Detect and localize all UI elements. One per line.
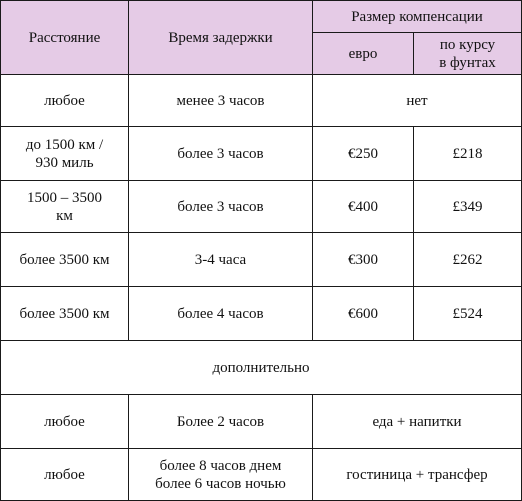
extra-heading: дополнительно — [1, 341, 522, 395]
row-distance: более 3500 км — [1, 233, 129, 287]
row-pounds: £524 — [414, 287, 522, 341]
table-row — [1, 449, 522, 501]
row-delay: 3-4 часа — [129, 233, 313, 287]
header-pounds — [414, 33, 522, 75]
header-pounds-line1: по курсу — [439, 36, 496, 53]
row-euro: €300 — [313, 233, 414, 287]
header-euro: евро — [313, 33, 414, 75]
row-delay: более 4 часов — [129, 287, 313, 341]
row-distance: любое — [1, 75, 129, 127]
row-delay: Более 2 часов — [129, 395, 313, 449]
row-distance: любое — [1, 395, 129, 449]
header-compensation: Размер компенсации — [313, 1, 522, 33]
header-distance: Расстояние — [1, 1, 129, 75]
row-distance-line2: 930 миль — [35, 154, 94, 171]
row-distance — [1, 181, 129, 233]
row-pounds: £218 — [414, 127, 522, 181]
row-compensation: нет — [313, 75, 522, 127]
row-distance: любое — [1, 449, 129, 501]
table-row — [1, 233, 522, 287]
header-row — [1, 1, 522, 33]
row-pounds: £349 — [414, 181, 522, 233]
row-euro: €250 — [313, 127, 414, 181]
table-row — [1, 395, 522, 449]
row-euro: €400 — [313, 181, 414, 233]
row-distance: более 3500 км — [1, 287, 129, 341]
row-provision: гостиница + трансфер — [313, 449, 522, 501]
row-distance-line1: 1500 – 3500 — [27, 189, 102, 206]
extra-heading-row — [1, 341, 522, 395]
row-euro: €600 — [313, 287, 414, 341]
row-delay-line2: более 6 часов ночью — [155, 475, 286, 492]
row-delay: менее 3 часов — [129, 75, 313, 127]
header-delay: Время задержки — [129, 1, 313, 75]
row-distance-line2: км — [56, 207, 73, 224]
row-distance — [1, 127, 129, 181]
table-row — [1, 181, 522, 233]
table-row — [1, 75, 522, 127]
row-delay-line1: более 8 часов днем — [159, 457, 282, 474]
row-distance-line1: до 1500 км / — [25, 136, 104, 153]
row-delay: более 3 часов — [129, 181, 313, 233]
row-delay: более 3 часов — [129, 127, 313, 181]
row-provision: еда + напитки — [313, 395, 522, 449]
header-pounds-line2: в фунтах — [439, 54, 496, 71]
row-delay — [129, 449, 313, 501]
row-pounds: £262 — [414, 233, 522, 287]
table-row — [1, 287, 522, 341]
table-row — [1, 127, 522, 181]
